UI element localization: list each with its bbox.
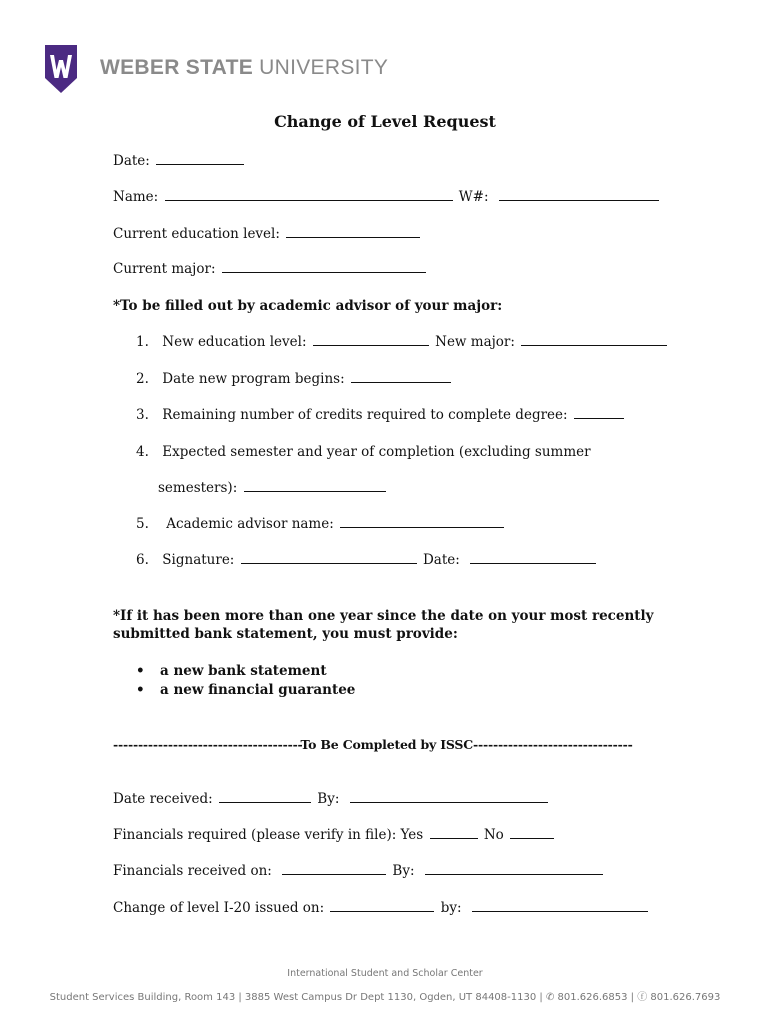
date-received-label: Date received:	[113, 791, 213, 807]
received-by-label: By:	[317, 791, 340, 807]
date-row	[113, 152, 246, 170]
brand-bold: WEBER STATE	[100, 56, 254, 79]
date-received-row	[113, 790, 550, 808]
new-level-label: New education level:	[162, 334, 307, 350]
weber-state-shield-logo	[44, 44, 78, 94]
financials-no-field[interactable]	[510, 826, 554, 839]
i20-issued-field[interactable]	[330, 899, 434, 912]
remaining-credits-label: Remaining number of credits required to complete degree:	[162, 407, 568, 423]
date-field[interactable]	[156, 152, 244, 165]
wnum-label: W#:	[458, 189, 489, 205]
current-major-field[interactable]	[222, 260, 426, 273]
item-1-number: 1.	[136, 334, 149, 350]
brand-light: UNIVERSITY	[259, 56, 389, 79]
item-4-continued	[158, 479, 388, 497]
signature-date-label: Date:	[422, 552, 460, 568]
item-6-number: 6.	[136, 552, 149, 568]
item-3-number: 3.	[136, 407, 149, 423]
bullet-text: a new bank statement	[160, 663, 327, 679]
item-3	[136, 406, 626, 424]
bullet-text: a new financial guarantee	[160, 682, 356, 698]
current-level-field[interactable]	[286, 225, 420, 238]
new-level-field[interactable]	[313, 333, 429, 346]
form-title: Change of Level Request	[274, 112, 496, 131]
program-begins-label: Date new program begins:	[162, 371, 345, 387]
advisor-heading: *To be filled out by academic advisor of your major:	[113, 298, 503, 314]
financials-no-label: No	[483, 827, 504, 843]
new-major-field[interactable]	[521, 333, 667, 346]
expected-completion-field[interactable]	[244, 479, 386, 492]
item-2	[136, 370, 453, 388]
remaining-credits-field[interactable]	[574, 406, 624, 419]
item-1	[136, 333, 669, 351]
financials-required-row	[113, 826, 556, 844]
current-major-row	[113, 260, 428, 278]
wnum-field[interactable]	[499, 188, 659, 201]
name-label: Name:	[113, 189, 159, 205]
current-major-label: Current major:	[113, 261, 216, 277]
financials-by-label: By:	[392, 863, 415, 879]
issc-divider: --------------------------------------To Be Completed by ISSC--------------------------------	[113, 737, 633, 752]
advisor-name-field[interactable]	[340, 515, 504, 528]
financials-by-field[interactable]	[425, 862, 603, 875]
bullet-item	[136, 681, 355, 699]
bullet-icon: •	[136, 663, 145, 679]
i20-by-field[interactable]	[472, 899, 648, 912]
university-wordmark	[100, 56, 388, 80]
signature-date-field[interactable]	[470, 551, 596, 564]
bullet-icon: •	[136, 682, 145, 698]
footer-center-name: International Student and Scholar Center	[287, 968, 483, 979]
new-major-label: New major:	[435, 334, 515, 350]
program-begins-field[interactable]	[351, 370, 451, 383]
semesters-label: semesters):	[158, 480, 238, 496]
bullet-item	[136, 662, 327, 680]
item-4-number: 4.	[136, 444, 149, 460]
current-level-row	[113, 225, 422, 243]
expected-completion-label: Expected semester and year of completion (excluding summer	[162, 444, 591, 460]
signature-field[interactable]	[241, 551, 417, 564]
i20-issued-label: Change of level I-20 issued on:	[113, 900, 325, 916]
current-level-label: Current education level:	[113, 226, 280, 242]
i20-by-label: by:	[440, 900, 462, 916]
footer-address: Student Services Building, Room 143 | 3885 West Campus Dr Dept 1130, Ogden, UT 84408-1130 | ✆ 801.626.6853 | ⓕ 801.626.7693	[49, 992, 721, 1003]
financials-received-label: Financials received on:	[113, 863, 272, 879]
item-5-number: 5.	[136, 516, 149, 532]
financials-received-row	[113, 862, 605, 880]
date-received-field[interactable]	[219, 790, 311, 803]
bank-notice-line-2: submitted bank statement, you must provide:	[113, 626, 458, 642]
name-field[interactable]	[165, 188, 453, 201]
financials-yes-field[interactable]	[430, 826, 478, 839]
item-4	[136, 443, 591, 461]
date-label: Date:	[113, 153, 150, 169]
received-by-field[interactable]	[350, 790, 548, 803]
advisor-name-label: Academic advisor name:	[166, 516, 334, 532]
item-6	[136, 551, 598, 569]
name-row	[113, 188, 661, 206]
financials-required-label: Financials required (please verify in file): Yes	[113, 827, 424, 843]
signature-label: Signature:	[162, 552, 235, 568]
item-2-number: 2.	[136, 371, 149, 387]
item-5	[136, 515, 506, 533]
i20-issued-row	[113, 899, 650, 917]
bank-notice-line-1: *If it has been more than one year since the date on your most recently	[113, 608, 654, 624]
financials-received-field[interactable]	[282, 862, 386, 875]
